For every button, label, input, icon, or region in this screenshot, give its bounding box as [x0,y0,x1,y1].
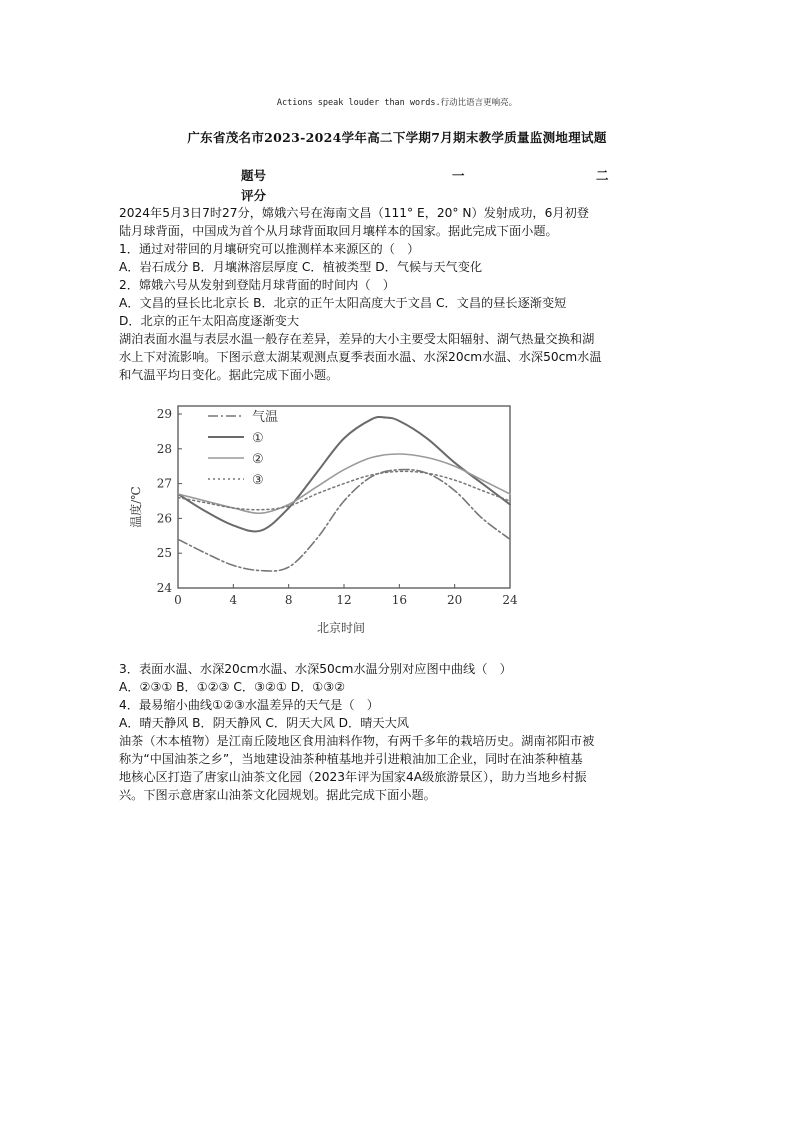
x-tick-label: 24 [502,593,518,607]
lower-content [119,660,679,804]
temperature-chart-figure [118,400,528,640]
x-tick-label: 4 [229,593,238,607]
question-1-stem: 1．通过对带回的月壤研究可以推测样本来源区的（ ） [119,242,420,256]
page-title: 广东省茂名市2023-2024学年高二下学期7月期末教学质量监测地理试题 [187,130,607,145]
temperature-line-chart [118,400,528,640]
y-tick-label: 25 [156,546,172,561]
question-3-stem: 3．表面水温、水深20cm水温、水深50cm水温分别对应图中曲线（ ） [119,662,512,676]
passage-1-line-2: 陆月球背面，中国成为首个从月球背面取回月壤样本的国家。据此完成下面小题。 [119,224,558,238]
y-axis-label: 温度/℃ [129,486,143,528]
question-2-options-line-2: D．北京的正午太阳高度逐渐变大 [119,314,300,328]
passage-3-line-1: 油茶（木本植物）是江南丘陵地区食用油料作物，有两千多年的栽培历史。湖南祁阳市被 [119,734,595,748]
motto-header: Actions speak louder than words.行动比语言更响亮。 [276,98,518,108]
passage-1-line-1: 2024年5月3日7时27分，嫦娥六号在海南文昌（111° E，20° N）发射成功，6月初登 [119,206,589,220]
x-axis-label: 北京时间 [316,621,366,635]
x-tick-label: 0 [174,593,182,607]
question-1-options: A．岩石成分 B．月壤淋溶层厚度 C．植被类型 D．气候与天气变化 [119,260,483,274]
y-tick-label: 24 [156,581,172,595]
legend-label-2: ① [252,431,264,446]
y-tick-label: 27 [156,476,172,491]
question-4-options: A．晴天静风 B．阴天静风 C．阴天大风 D．晴天大风 [119,716,409,730]
passage-3-line-3: 地核心区打造了唐家山油茶文化园（2023年评为国家4A级旅游景区），助力当地乡村振 [119,770,587,784]
x-tick-label: 20 [447,593,463,607]
legend-label-3: ② [252,452,264,467]
x-tick-label: 16 [391,593,407,607]
chart-legend [208,410,278,488]
passage-2-line-1: 湖泊表面水温与表层水温一般存在差异，差异的大小主要受太阳辐射、湖气热量交换和湖 [119,332,595,346]
y-tick-label: 29 [156,407,172,421]
question-3-options: A．②③① B．①②③ C．③②① D．①③② [119,680,346,694]
legend-label-1: 气温 [252,410,279,425]
passage-2-line-3: 和气温平均日变化。据此完成下面小题。 [119,368,339,382]
y-tick-label: 26 [156,511,172,526]
plot-frame [178,406,510,588]
series-line-1 [178,469,510,570]
passage-2-line-2: 水上下对流影响。下图示意太湖某观测点夏季表面水温、水深20cm水温、水深50cm水温 [119,350,602,364]
y-tick-label: 28 [156,441,172,456]
score-table-header-label: 题号 [241,168,267,183]
series-line-4 [178,471,510,509]
question-2-options-line-1: A．文昌的昼长比北京长 B．北京的正午太阳高度大于文昌 C．文昌的昼长逐渐变短 [119,296,567,310]
passage-3-line-4: 兴。下图示意唐家山油茶文化园规划。据此完成下面小题。 [119,788,436,802]
x-tick-label: 8 [284,593,293,607]
x-tick-label: 12 [336,593,352,607]
score-table-col-1: 一 [452,168,465,183]
question-4-stem: 4．最易缩小曲线①②③水温差异的天气是（ ） [119,698,379,712]
passage-3-line-2: 称为“中国油茶之乡”，当地建设油茶种植基地并引进粮油加工企业，同时在油茶种植基 [119,752,583,766]
score-table-col-2: 二 [596,168,609,183]
series-line-2 [178,417,510,532]
chart-series [178,417,510,571]
upper-content [119,204,679,384]
score-table-score-label: 评分 [241,188,267,203]
legend-label-4: ③ [252,473,264,488]
question-2-stem: 2．嫦娥六号从发射到登陆月球背面的时间内（ ） [119,278,395,292]
